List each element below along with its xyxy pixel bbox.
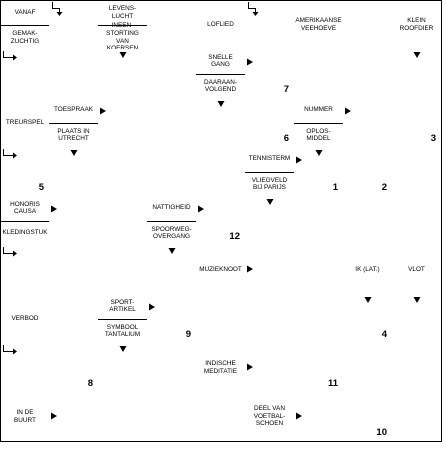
clue-text: TOESPRAAK	[54, 106, 93, 114]
clue-arrow-icon	[70, 149, 78, 157]
clue-arrow-icon	[413, 296, 421, 304]
answer-cell[interactable]	[147, 0, 197, 50]
answer-cell[interactable]	[343, 147, 393, 197]
solution-number: 9	[185, 329, 191, 340]
clue-arrow-icon	[168, 247, 176, 255]
clue-text: NATTIGHEID	[152, 204, 191, 212]
clue-arrow-icon	[52, 2, 64, 18]
clue-text: IK (LAT.)	[355, 265, 380, 273]
clue-arrow-icon	[197, 205, 205, 213]
clue-cell	[0, 196, 50, 246]
clue-cell	[147, 196, 197, 246]
clue-cell	[392, 0, 442, 50]
solution-number: 3	[430, 133, 436, 144]
clue-text: INEEN- STORTING VAN	[98, 25, 147, 49]
clue-text: DEEL VAN VOETBAL- SCHOEN	[253, 405, 286, 428]
answer-cell[interactable]	[392, 196, 442, 246]
answer-cell[interactable]	[147, 49, 197, 99]
clue-arrow-icon	[246, 363, 254, 371]
clue-text: KLEIN ROOFDIER	[399, 17, 434, 32]
answer-cell[interactable]	[49, 49, 99, 99]
clue-arrow-icon	[246, 265, 254, 273]
clue-text: IN DE BUURT	[14, 408, 36, 424]
clue-text: TENNISTERM	[248, 155, 291, 163]
clue-cell	[196, 0, 246, 50]
answer-cell[interactable]	[98, 245, 148, 295]
clue-cell	[343, 245, 393, 295]
clue-text: DAARAAN- VOLGEND	[196, 74, 245, 99]
solution-number: 4	[381, 329, 387, 340]
clue-text: VLIEGVELD BIJ PARIJS	[245, 172, 294, 197]
clue-cell	[245, 147, 295, 197]
answer-cell[interactable]	[49, 245, 99, 295]
clue-arrow-icon	[148, 303, 156, 311]
clue-cell	[294, 98, 344, 148]
clue-arrow-icon	[364, 296, 372, 304]
answer-cell[interactable]	[343, 196, 393, 246]
clue-cell	[196, 343, 246, 393]
answer-cell[interactable]	[245, 294, 295, 344]
clue-arrow-icon	[3, 247, 19, 259]
clue-arrow-icon	[3, 149, 19, 161]
clue-arrow-icon	[248, 2, 260, 18]
answer-cell[interactable]	[343, 49, 393, 99]
answer-cell[interactable]	[392, 343, 442, 393]
clue-arrow-icon	[295, 412, 303, 420]
answer-cell[interactable]	[392, 392, 442, 442]
solution-number: 12	[229, 231, 240, 242]
clue-arrow-icon	[3, 51, 19, 63]
clue-cell	[245, 392, 295, 442]
answer-cell[interactable]	[98, 147, 148, 197]
answer-cell[interactable]	[343, 98, 393, 148]
answer-cell[interactable]	[49, 343, 99, 393]
clue-text: LEVENS- LUCHT	[108, 5, 137, 20]
answer-cell[interactable]	[343, 343, 393, 393]
answer-cell[interactable]	[196, 196, 246, 246]
clue-text: GEMAK- ZUCHTIG	[1, 25, 49, 49]
clue-text: KLEDINGSTUK	[1, 221, 49, 246]
answer-cell[interactable]	[147, 392, 197, 442]
solution-number: 6	[283, 133, 289, 144]
answer-cell[interactable]	[245, 98, 295, 148]
answer-cell[interactable]	[343, 392, 393, 442]
clue-arrow-icon	[266, 198, 274, 206]
answer-cell[interactable]	[147, 343, 197, 393]
answer-cell[interactable]	[294, 196, 344, 246]
clue-cell	[49, 98, 99, 148]
solution-number: 2	[381, 182, 387, 193]
clue-cell	[98, 0, 148, 50]
answer-cell[interactable]	[294, 245, 344, 295]
clue-arrow-icon	[119, 345, 127, 353]
clue-text: NUMMER	[304, 106, 333, 114]
answer-cell[interactable]	[49, 196, 99, 246]
answer-cell[interactable]	[98, 98, 148, 148]
answer-cell[interactable]	[294, 294, 344, 344]
clue-cell	[0, 98, 50, 148]
clue-arrow-icon	[50, 412, 58, 420]
clue-arrow-icon	[217, 100, 225, 108]
answer-cell[interactable]	[98, 392, 148, 442]
clue-text: OPLOS- MIDDEL	[294, 123, 343, 148]
answer-cell[interactable]	[294, 49, 344, 99]
clue-text: SPORT- ARTIKEL	[109, 298, 136, 314]
clue-arrow-icon	[295, 156, 303, 164]
solution-number: 5	[38, 182, 44, 193]
answer-cell[interactable]	[147, 294, 197, 344]
answer-cell[interactable]	[392, 98, 442, 148]
clue-text: SYMBOOL TANTALIUM	[98, 319, 147, 344]
clue-arrow-icon	[50, 205, 58, 213]
clue-cell	[294, 0, 344, 50]
clue-cell	[0, 392, 50, 442]
clue-arrow-icon	[3, 345, 19, 357]
answer-cell[interactable]	[392, 147, 442, 197]
answer-cell[interactable]	[196, 392, 246, 442]
answer-cell[interactable]	[343, 0, 393, 50]
clue-text: LOFLIED	[207, 21, 234, 29]
clue-text: VANAF	[14, 9, 36, 17]
solution-number: 11	[327, 378, 338, 389]
clue-text: AMERIKAANSE VEEHOEVE	[295, 17, 342, 32]
clue-cell	[196, 49, 246, 99]
answer-cell[interactable]	[294, 343, 344, 393]
clue-text: SNELLE GANG	[208, 53, 233, 69]
clue-arrow-icon	[315, 149, 323, 157]
answer-cell[interactable]	[49, 294, 99, 344]
clue-cell	[0, 294, 50, 344]
clue-text: MUZIEKNOOT	[199, 265, 242, 273]
clue-arrow-icon	[344, 107, 352, 115]
clue-text: HONORIS CAUSA	[10, 200, 40, 216]
solution-number: 8	[87, 378, 93, 389]
clue-text: PLAATS IN UTRECHT	[49, 123, 98, 148]
clue-text: SPOORWEG- OVERGANG	[147, 221, 196, 246]
answer-cell[interactable]	[245, 49, 295, 99]
answer-cell[interactable]	[98, 196, 148, 246]
clue-cell	[98, 294, 148, 344]
clue-arrow-icon	[413, 51, 421, 59]
answer-cell[interactable]	[147, 98, 197, 148]
clue-arrow-icon	[119, 51, 127, 59]
clue-text: VLOT	[408, 265, 425, 273]
clue-text: VERBOD	[11, 314, 39, 322]
clue-text: TREURSPEL	[5, 118, 45, 126]
solution-number: 7	[283, 84, 289, 95]
solution-number: 10	[376, 427, 387, 438]
clue-arrow-icon	[99, 107, 107, 115]
clue-cell	[392, 245, 442, 295]
answer-cell[interactable]	[196, 294, 246, 344]
answer-cell[interactable]	[196, 147, 246, 197]
clue-cell	[0, 0, 50, 50]
clue-text: INDISCHE MEDITATIE	[203, 359, 238, 375]
clue-cell	[196, 245, 246, 295]
solution-number: 1	[332, 182, 338, 193]
answer-cell[interactable]	[147, 147, 197, 197]
clue-arrow-icon	[246, 58, 254, 66]
